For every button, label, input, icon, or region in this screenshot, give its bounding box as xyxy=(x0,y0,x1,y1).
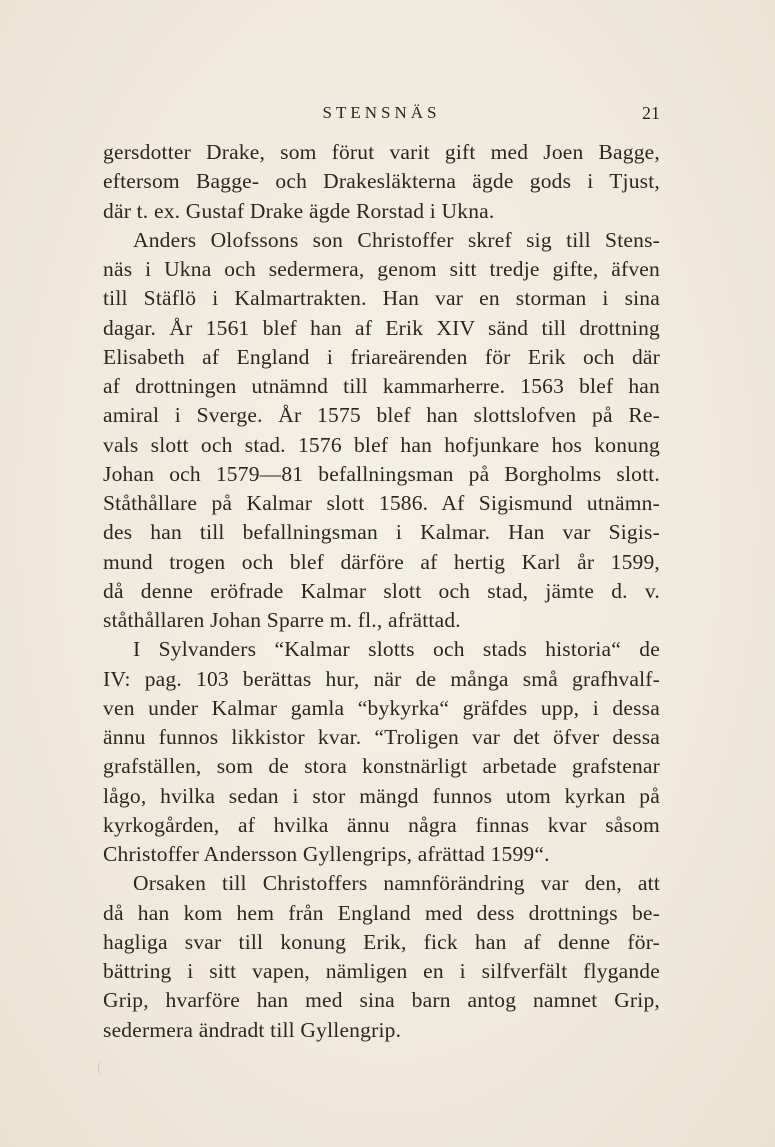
text-line: sedermera ändradt till Gyllengrip. xyxy=(103,1017,402,1042)
text-line: lågo, hvilka sedan i stor mängd funnos utom kyrkan på xyxy=(103,783,660,808)
running-head xyxy=(103,101,660,125)
text-line: där t. ex. Gustaf Drake ägde Rorstad i Ukna. xyxy=(103,198,495,223)
text-line: IV: pag. 103 berättas hur, när de många små grafhvalf- xyxy=(103,666,660,691)
text-line: bättring i sitt vapen, nämligen en i silfverfält flygande xyxy=(103,959,660,983)
text-line: dagar. År 1561 blef han af Erik XIV sänd till drottning xyxy=(103,315,660,340)
text-line: då han kom hem från England med dess drottnings be- xyxy=(103,900,660,925)
text-line: grafställen, som de stora konstnärligt arbetade grafstenar xyxy=(103,754,660,779)
text-line: Elisabeth af England i friareärenden för Erik och där xyxy=(103,344,660,369)
text-line: då denne eröfrade Kalmar slott och stad, jämte d. v. xyxy=(103,578,660,603)
text-line: Johan och 1579—81 befallningsman på Borgholms slott. xyxy=(103,461,660,486)
text-line: af drottningen utnämnd till kammarherre. 1563 blef han xyxy=(103,374,660,398)
page-number: 21 xyxy=(642,103,660,123)
text-line: Anders Olofssons son Christoffer skref sig till Stens- xyxy=(133,227,660,252)
text-line: ståthållaren Johan Sparre m. fl., afrättad. xyxy=(103,608,461,632)
text-line: kyrkogården, af hvilka ännu några finnas kvar såsom xyxy=(103,812,660,837)
paper-blemish xyxy=(98,1060,105,1076)
body-text xyxy=(103,138,660,1045)
text-line: eftersom Bagge- och Drakesläkterna ägde gods i Tjust, xyxy=(103,169,660,194)
text-line: ven under Kalmar gamla “bykyrka“ gräfdes upp, i dessa xyxy=(103,695,660,720)
text-line: hagliga svar till konung Erik, fick han af denne för- xyxy=(103,929,660,954)
text-line: Orsaken till Christoffers namnförändring var den, att xyxy=(133,871,660,896)
text-line: vals slott och stad. 1576 blef han hofjunkare hos konung xyxy=(103,432,660,457)
text-line: Christoffer Andersson Gyllengrips, afrättad 1599“. xyxy=(103,842,550,866)
text-line: till Stäflö i Kalmartrakten. Han var en storman i sina xyxy=(103,286,660,311)
text-line: amiral i Sverge. År 1575 blef han slottslofven på Re- xyxy=(103,403,660,428)
text-line: I Sylvanders “Kalmar slotts och stads historia“ de xyxy=(133,637,660,662)
text-line: Ståthållare på Kalmar slott 1586. Af Sigismund utnämn- xyxy=(103,491,660,515)
text-line: Grip, hvarföre han med sina barn antog namnet Grip, xyxy=(103,988,660,1013)
text-line: mund trogen och blef därföre af hertig Karl år 1599, xyxy=(103,549,660,574)
text-line: des han till befallningsman i Kalmar. Han var Sigis- xyxy=(103,520,660,545)
running-title: STENSNÄS xyxy=(322,103,441,122)
text-line: ännu funnos likkistor kvar. “Troligen var det öfver dessa xyxy=(103,725,660,749)
text-line: gersdotter Drake, som förut varit gift med Joen Bagge, xyxy=(103,140,660,164)
text-line: näs i Ukna och sedermera, genom sitt tredje gifte, äfven xyxy=(103,257,660,281)
